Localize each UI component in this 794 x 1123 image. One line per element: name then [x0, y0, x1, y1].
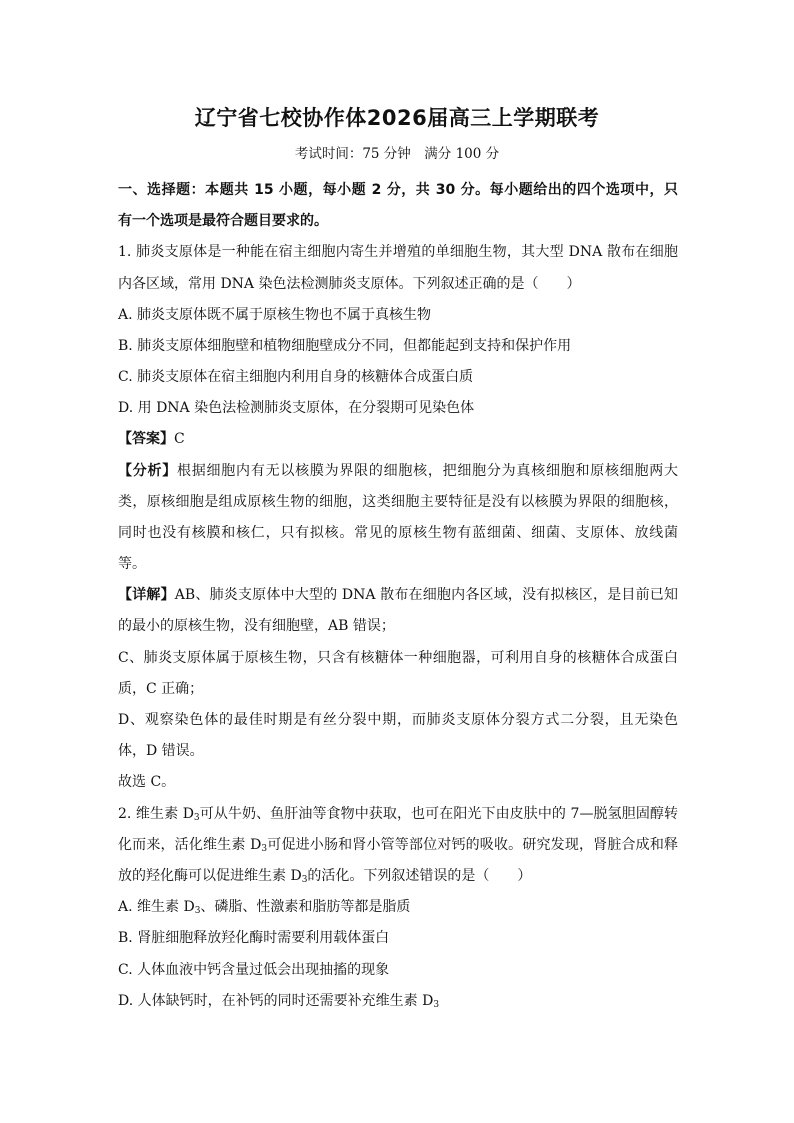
q2-stem-line-1 [118, 804, 678, 824]
q1-analysis-line-4: 等。 [118, 556, 146, 572]
analysis-text-1: 根据细胞内有无以核膜为界限的细胞核，把细胞分为真核细胞和原核细胞两大 [177, 463, 679, 479]
detail-text-1: AB、肺炎支原体中大型的 DNA 散布在细胞内各区域，没有拟核区，是目前已知 [174, 587, 679, 603]
q2-stem-1b: 可从牛奶、鱼肝油等食物中获取，也可在阳光下由皮肤中的 7—脱氢胆固醇转 [199, 806, 678, 822]
answer-value: C [174, 431, 185, 447]
q1-conclusion: 故选 C。 [118, 774, 176, 790]
detail-tag: 【详解】 [118, 587, 175, 603]
subscript-3: 3 [193, 813, 200, 823]
q2-stem-3a: 放的羟化酶可以促进维生素 D [118, 868, 302, 884]
q2-stem-line-3 [118, 866, 678, 886]
q1-answer [118, 429, 678, 449]
q1-detail-line-2: 的最小的原核生物，没有细胞壁，AB 错误； [118, 618, 395, 634]
q2-stem-2b: 可促进小肠和肾小管等部位对钙的吸收。研究发现，肾脏合成和释 [267, 837, 678, 853]
q1-option-d: D. 用 DNA 染色法检测肺炎支原体，在分裂期可见染色体 [118, 400, 475, 416]
q1-analysis-line-1 [118, 461, 678, 481]
exam-info: 考试时间：75 分钟 满分 100 分 [294, 146, 500, 162]
q1-option-c: C. 肺炎支原体在宿主细胞内利用自身的核糖体合成蛋白质 [118, 369, 474, 385]
q2-option-d-1: D. 人体缺钙时，在补钙的同时还需要补充维生素 D [118, 993, 434, 1009]
section-heading-line-2: 有一个选项是最符合题目要求的。 [118, 213, 328, 229]
q1-detail-line-4: 质，C 正确； [118, 681, 204, 697]
subscript-3: 3 [433, 1000, 440, 1010]
q1-detail-line-6: 体，D 错误。 [118, 743, 204, 759]
q1-stem-line-2: 内各区域，常用 DNA 染色法检测肺炎支原体。下列叙述正确的是（ ） [118, 276, 581, 292]
q1-detail-line-1 [118, 585, 678, 605]
q1-stem-line-1: 1. 肺炎支原体是一种能在宿主细胞内寄生并增殖的单细胞生物，其大型 DNA 散布在细胞 [118, 244, 678, 260]
subscript-3: 3 [301, 875, 308, 885]
q2-option-c: C. 人体血液中钙含量过低会出现抽搐的现象 [118, 962, 390, 978]
q1-detail-line-5: D、观察染色体的最佳时期是有丝分裂中期，而肺炎支原体分裂方式二分裂，且无染色 [118, 712, 678, 728]
page-title: 辽宁省七校协作体2026届高三上学期联考 [194, 106, 600, 130]
section-heading-line-1: 一、选择题：本题共 15 小题，每小题 2 分，共 30 分。每小题给出的四个选项中，只 [118, 182, 678, 198]
q1-option-a: A. 肺炎支原体既不属于原核生物也不属于真核生物 [118, 307, 432, 323]
analysis-tag: 【分析】 [118, 463, 178, 479]
q2-stem-2a: 化而来，活化维生素 D [118, 837, 262, 853]
q2-stem-1a: 2. 维生素 D [118, 806, 194, 822]
q1-option-b: B. 肺炎支原体细胞壁和植物细胞壁成分不同，但都能起到支持和保护作用 [118, 338, 572, 354]
q2-option-d [118, 991, 678, 1011]
q2-option-a [118, 897, 678, 917]
q1-analysis-line-2: 类，原核细胞是组成原核生物的细胞，这类细胞主要特征是没有以核膜为界限的细胞核， [118, 494, 678, 510]
q2-stem-line-2 [118, 835, 678, 855]
q2-stem-3b: 的活化。下列叙述错误的是（ ） [307, 868, 532, 884]
q2-option-b: B. 肾脏细胞释放羟化酶时需要利用载体蛋白 [118, 930, 390, 946]
q1-detail-line-3: C、肺炎支原体属于原核生物，只含有核糖体一种细胞器，可利用自身的核糖体合成蛋白 [118, 650, 678, 666]
subscript-3: 3 [261, 844, 268, 854]
subscript-3: 3 [194, 906, 201, 916]
q2-option-a-1: A. 维生素 D [118, 899, 195, 915]
q2-option-a-2: 、磷脂、性激素和脂肪等都是脂质 [200, 899, 411, 915]
answer-tag: 【答案】 [118, 431, 174, 447]
q1-analysis-line-3: 同时也没有核膜和核仁，只有拟核。常见的原核生物有蓝细菌、细菌、支原体、放线菌 [118, 525, 678, 541]
